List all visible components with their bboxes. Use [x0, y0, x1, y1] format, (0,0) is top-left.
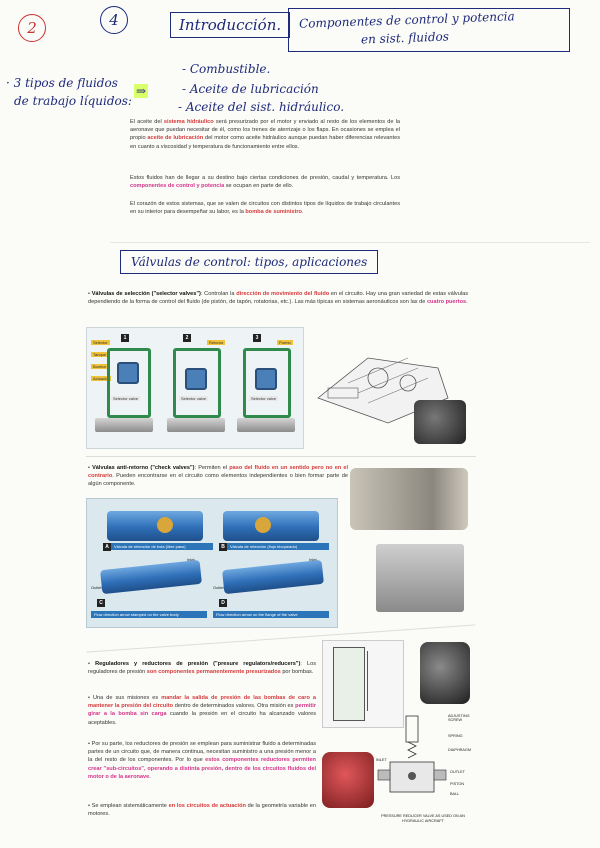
reducer-label-diaphragm: DIAPHRAGM	[448, 748, 471, 752]
check-ball-a	[157, 517, 173, 533]
label-b: B	[219, 543, 227, 551]
selector-valve-body-2	[185, 368, 207, 390]
divider-3	[86, 624, 475, 652]
check-valves-text-segment-2: paso del fluido en un sentido pero no en el contrario	[88, 465, 349, 480]
reducer-label-spring: SPRING	[448, 734, 463, 738]
regulators-text-segment-2: son componentes permanentemente presurizados	[146, 669, 281, 676]
check-valve-d	[222, 560, 324, 594]
regulators-text-segment-0: Reguladores y reductores de presión ("presure regulators/reducers")	[95, 661, 301, 667]
intro-paragraph-3-segment-2: .	[301, 209, 304, 216]
bullet-dot: •	[88, 661, 96, 667]
fluid-item-2: - Aceite de lubricación	[182, 82, 319, 96]
schematic-block	[333, 647, 365, 721]
reducer-svg	[376, 712, 476, 812]
port-label-4: Outlet	[213, 585, 224, 590]
selector-valves-text-segment-5: .	[466, 299, 468, 306]
regulators-missions-text-segment-4: cuando la presión en el circuito ha alcanzado valores aceptables.	[88, 711, 317, 726]
check-valve-c	[100, 560, 202, 594]
bullet-dot: •	[88, 291, 92, 297]
fluid-item-3: - Aceite del sist. hidráulico.	[178, 100, 345, 114]
diagram-step-2: 2	[183, 334, 191, 342]
caption-b: Válvula de retención (flujo bloqueado)	[227, 543, 329, 550]
selector-valves-text-segment-3: en el circuito. Hay una gran variedad de estas válvulas dependiendo de la forma de control del fluido (de pistón, de tapón, rotatorias, etc.). Las más típicas en sistemas aeronáuticos son las de	[88, 291, 468, 306]
diagram-step-1: 1	[121, 334, 129, 342]
actuator-cylinder-3	[237, 418, 295, 432]
variable-geometry-text-segment-0: Se emplean sistemáticamente	[91, 803, 169, 809]
reducers-text-segment-0: Por su parte, los reductores de presión se emplean para suministrar fluido a determinadas partes de un circuito que, de manera continua, necesitan suministro a una presión menor a la del resto de los componentes. Por lo que	[88, 741, 317, 764]
fluid-item-1: - Combustible.	[182, 62, 271, 76]
label-a: A	[103, 543, 111, 551]
regulators-missions-text-segment-1: mandar la salida de presión de las bombas de caro a mantener la presión del circuito	[88, 695, 316, 710]
selector-valves-text-segment-0: Válvulas de selección ("selector valves")	[91, 291, 201, 297]
intro-paragraph-1-segment-3: aceite de lubricación	[147, 135, 204, 142]
regulators-missions-text-segment-2: dentro de determinados valores. Otra misión es	[173, 703, 296, 710]
page-number-circle-red: 2	[18, 14, 46, 42]
check-valves-text-segment-0: Válvulas anti-retorno ("check valves")	[92, 465, 195, 471]
diagram-tag-selector: Selector	[93, 340, 108, 345]
intro-paragraph-2-segment-2: se ocupan en parte de ello.	[224, 183, 294, 190]
divider-2	[86, 456, 476, 457]
divider-1	[110, 242, 590, 243]
reducer-label-ball: BALL	[450, 792, 460, 796]
check-valves-text	[88, 464, 348, 489]
diagram-tag-pump: Bomba	[93, 364, 106, 369]
regulators-missions-text-segment-3: permitir girar a la bomba sin carga	[88, 703, 316, 718]
section-number-circle: 4	[100, 6, 128, 34]
title-line-2: en sist. fluidos	[360, 29, 450, 47]
reducer-label-inlet: INLET	[376, 758, 387, 762]
diagram-tag-port: Puerto	[279, 340, 291, 345]
selector-valve-label-1: Selector valve	[113, 396, 139, 401]
intro-box: Introducción.	[170, 12, 290, 38]
check-valve-photo-2	[376, 544, 464, 612]
regulators-text-segment-1: : Los reguladores de presión	[88, 661, 316, 676]
bullet-dot: •	[88, 741, 92, 747]
selector-diagram-3	[233, 334, 299, 442]
selector-valve-photo	[414, 400, 466, 444]
reducer-label-outlet: OUTLET	[450, 770, 465, 774]
regulators-missions-text-segment-0: Una de sus misiones es	[92, 695, 162, 701]
port-label-3: Inlet	[309, 557, 317, 562]
intro-paragraph-1-segment-4: del motor como aceite hidráulico aunque puedan haber diferencias relevantes en cuanto a viscosidad y temperatura de funcionamiento entre ellos.	[130, 135, 400, 150]
check-valves-text-segment-1: : Permiten el	[194, 465, 230, 471]
selector-valve-label-2: Selector valve	[181, 396, 207, 401]
variable-geometry-text-segment-2: de la geometría variable en motores.	[88, 803, 316, 818]
intro-paragraph-3-segment-1: bomba de suministro	[245, 209, 302, 216]
reducer-caption: PRESSURE REDUCER VALVE AS USED ON AN HYDRAULIC AIRCRAFT	[381, 814, 465, 823]
regulator-photo	[420, 642, 470, 704]
pipe-loop-1	[107, 348, 151, 418]
reducer-label-piston: PISTON	[450, 782, 465, 786]
selector-diagram-panel	[86, 327, 304, 449]
selector-valves-text-segment-2: dirección de movimiento del fluido	[236, 291, 330, 297]
check-valve-b	[223, 511, 319, 541]
port-label-1: Inlet	[187, 557, 195, 562]
selector-valves-text-segment-1: : Controlan la	[200, 291, 237, 297]
bullet-dot: •	[88, 465, 93, 471]
section-2-title-box: Válvulas de control: tipos, aplicaciones	[120, 250, 378, 274]
reducer-label-adjusting: ADJUSTING SCREW	[448, 714, 470, 722]
regulators-text-segment-3: por bombas.	[280, 669, 314, 676]
title-box	[288, 8, 570, 52]
label-c: C	[97, 599, 105, 607]
check-valve-a	[107, 511, 203, 541]
diagram-tag-return: Retorno	[209, 340, 224, 345]
intro-paragraph-2-segment-0: Estos fluidos han de llegar a su destino bajo ciertas condiciones de presión, caudal y temperatura. Los	[130, 175, 400, 181]
actuator-cylinder-2	[167, 418, 225, 432]
actuator-cylinder-1	[95, 418, 153, 432]
selector-valve-body-3	[255, 368, 277, 390]
bullet-dot: •	[88, 695, 93, 701]
diagram-tag-actuator: Actuador	[93, 376, 110, 381]
side-note-line-1: · 3 tipos de fluidos	[6, 76, 118, 90]
selector-diagram-2	[163, 334, 229, 442]
variable-geometry-text-segment-1: en los circuitos de actuación	[168, 803, 246, 809]
check-ball-b	[255, 517, 271, 533]
reducer-photo-red	[322, 752, 374, 808]
intro-paragraph-2-segment-1: componentes de control y potencia	[130, 183, 225, 190]
intro-paragraph-1-segment-2: será presurizado por el motor y enviado al resto de los elementos de la aeronave que puedan necesitar de él, como los trenes de aterrizaje o los flaps. En ocasiones se emplea el propio	[130, 119, 400, 142]
regulators-missions-text	[88, 694, 316, 727]
caption-d: Flow direction arrow on the flange of the valve	[213, 611, 329, 618]
side-note-arrow: ⇒	[136, 84, 147, 98]
reducers-text-segment-1: estos componentes reductores permiten crear "sub-circuitos", operando a distinta presión, dentro de los circuitos fluidos del motor o de la aeronave	[88, 757, 316, 780]
selector-valve-label-3: Selector valve	[251, 396, 277, 401]
intro-paragraph-3-segment-0: El corazón de estos sistemas, que se valen de circuitos con distintos tipos de líquidos de trabajo circulantes en su interior para desempeñar su labor, es la	[130, 201, 400, 216]
selector-valves-text-segment-4: cuatro puertos	[426, 299, 467, 306]
reducer-valve-diagram	[376, 712, 476, 842]
caption-a: Válvula de retención de bola (libre paso)	[111, 543, 213, 550]
side-note-line-2: de trabajo líquidos:	[14, 94, 132, 108]
intro-paragraph-1	[130, 118, 400, 151]
bullet-dot: •	[88, 803, 92, 809]
reducers-text-segment-2: .	[149, 773, 151, 780]
reducers-text	[88, 740, 316, 781]
regulators-text	[88, 660, 316, 676]
diagram-step-3: 3	[253, 334, 261, 342]
intro-paragraph-1-segment-1: sistema hidráulico	[163, 119, 214, 125]
variable-geometry-text	[88, 802, 316, 818]
check-valve-photo-1	[350, 468, 468, 530]
check-valve-diagram-panel	[86, 498, 338, 628]
selector-diagram-1	[91, 334, 157, 442]
selector-valves-text	[88, 290, 468, 306]
intro-paragraph-2	[130, 174, 400, 190]
title-line-1: Componentes de control y potencia	[298, 9, 515, 31]
caption-c: Flow direction arrow stamped on the valve body	[91, 611, 207, 618]
intro-paragraph-3	[130, 200, 400, 216]
label-d: D	[219, 599, 227, 607]
diagram-tag-tank: Tanque	[93, 352, 107, 357]
check-valves-text-segment-3: . Pueden encontrarse en el circuito como elementos independientes o bien formar parte de algún componente.	[88, 473, 348, 488]
schematic-lines	[367, 651, 398, 711]
port-label-2: Outlet	[91, 585, 102, 590]
intro-paragraph-1-segment-0: El aceite del	[130, 119, 164, 125]
